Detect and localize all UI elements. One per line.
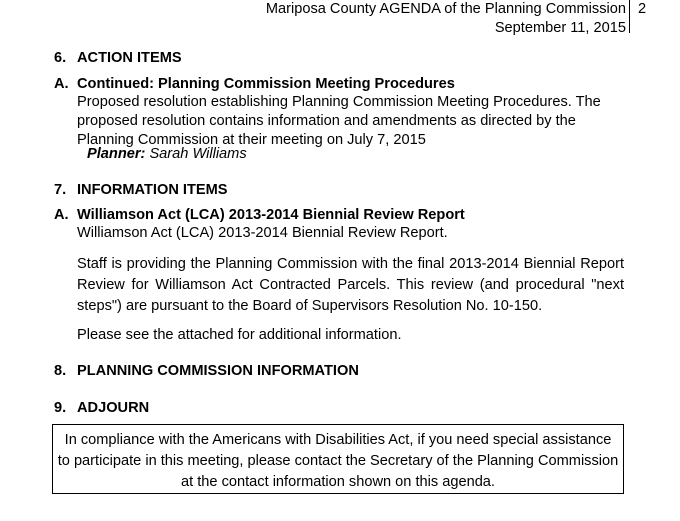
item-6a-body: Proposed resolution establishing Planning Commission Meeting Procedures. The proposed resolution contains information and amendments as directed by the Planning Commission at their meeting on July 7, 2015 (77, 94, 601, 148)
item-7a-subtitle: Williamson Act (LCA) 2013-2014 Biennial Review Report. (77, 225, 448, 241)
section-title: PLANNING COMMISSION INFORMATION (77, 363, 359, 379)
item-7a-paragraph: Staff is providing the Planning Commission with the final 2013-2014 Biennial Report Review for Williamson Act Contracted Parcels. This review (and procedural "next steps") are pursuant to the Board of Supervisors Resolution No. 10-150. (77, 256, 624, 314)
planner-name: Sarah Williams (145, 146, 247, 162)
item-letter: A. (54, 76, 69, 92)
section-title: INFORMATION ITEMS (77, 182, 228, 198)
section-number: 8. (54, 363, 67, 379)
section-information-items (54, 182, 228, 198)
planner-label: Planner: (87, 146, 146, 162)
ada-notice-box: In compliance with the Americans with Disabilities Act, if you need special assistance to participate in this meeting, please contact the Secretary of the Planning Commission at the contact information shown on this agenda. (52, 424, 624, 494)
planner-line (87, 146, 247, 162)
item-7a-attachment-note: Please see the attached for additional information. (77, 327, 402, 343)
section-title: ADJOURN (77, 400, 150, 416)
page-number: 2 (629, 0, 646, 33)
section-title: ACTION ITEMS (77, 50, 182, 66)
item-title: Continued: Planning Commission Meeting Procedures (77, 76, 455, 92)
header-title: Mariposa County AGENDA of the Planning Commission (265, 1, 626, 17)
header-date: September 11, 2015 (494, 20, 626, 36)
item-7a-heading (54, 207, 465, 223)
page-header (266, 0, 626, 38)
section-commission-information (54, 363, 359, 379)
section-number: 9. (54, 400, 67, 416)
item-letter: A. (54, 207, 69, 223)
section-number: 7. (54, 182, 67, 198)
item-title: Williamson Act (LCA) 2013-2014 Biennial Review Report (77, 207, 465, 223)
section-action-items (54, 50, 182, 66)
item-6a-heading (54, 76, 455, 92)
section-number: 6. (54, 50, 67, 66)
section-adjourn (54, 400, 149, 416)
